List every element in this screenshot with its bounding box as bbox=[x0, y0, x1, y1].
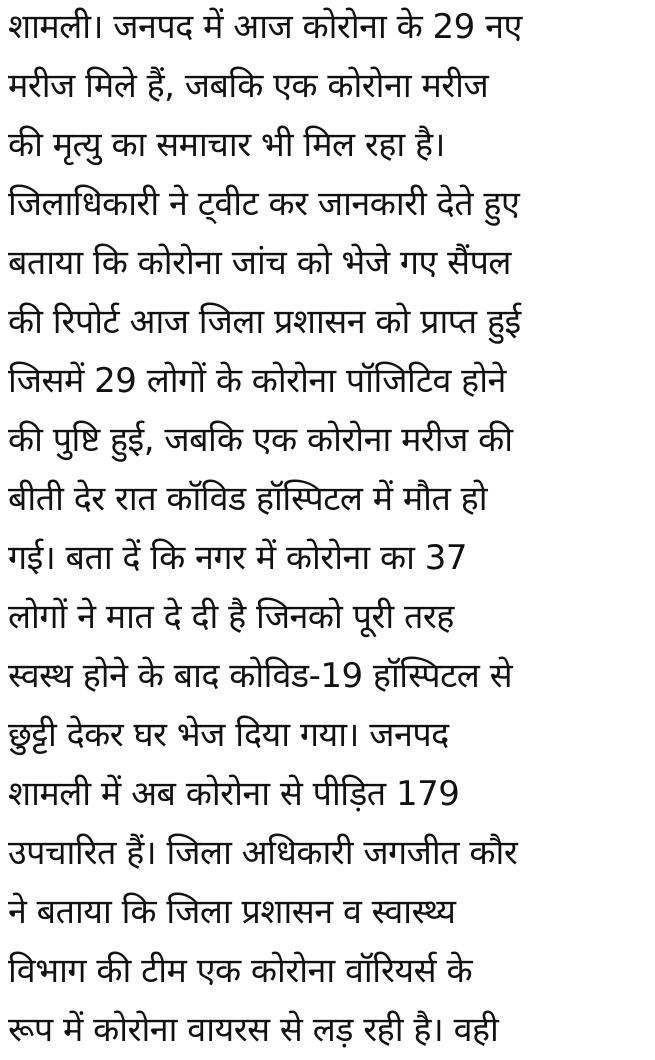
article-line: जिलाधिकारी ने ट्वीट कर जानकारी देते हुए bbox=[8, 184, 520, 224]
article-line: बताया कि कोरोना जांच को भेजे गए सैंपल bbox=[8, 243, 511, 283]
article-line: मरीज मिले हैं, जबकि एक कोरोना मरीज bbox=[8, 66, 489, 106]
article-line: ने बताया कि जिला प्रशासन व स्वास्थ्य bbox=[8, 892, 456, 932]
article-line: शामली। जनपद में आज कोरोना के 29 नए bbox=[8, 7, 522, 47]
article-line: गई। बता दें कि नगर में कोरोना का 37 bbox=[8, 538, 467, 578]
article-line: की पुष्टि हुई, जबकि एक कोरोना मरीज की bbox=[8, 420, 513, 460]
article-line: लोगों ने मात दे दी है जिनको पूरी तरह bbox=[8, 597, 454, 637]
article-line: विभाग की टीम एक कोरोना वॉरियर्स के bbox=[8, 951, 473, 991]
article-line: की मृत्यु का समाचार भी मिल रहा है। bbox=[8, 125, 445, 165]
article-line: स्वस्थ होने के बाद कोविड-19 हॉस्पिटल से bbox=[8, 656, 513, 696]
article-line: रूप में कोरोना वायरस से लड़ रही है। वही bbox=[8, 1010, 499, 1050]
article-line: शामली में अब कोरोना से पीड़ित 179 bbox=[8, 774, 460, 814]
article-line: उपचारित हैं। जिला अधिकारी जगजीत कौर bbox=[8, 833, 518, 873]
article-line: की रिपोर्ट आज जिला प्रशासन को प्राप्त हुई bbox=[8, 302, 521, 342]
article-line: बीती देर रात कॉविड हॉस्पिटल में मौत हो bbox=[8, 479, 488, 519]
article-line: जिसमें 29 लोगों के कोरोना पॉजिटिव होने bbox=[8, 361, 506, 401]
article-line: छुट्टी देकर घर भेज दिया गया। जनपद bbox=[8, 715, 449, 755]
